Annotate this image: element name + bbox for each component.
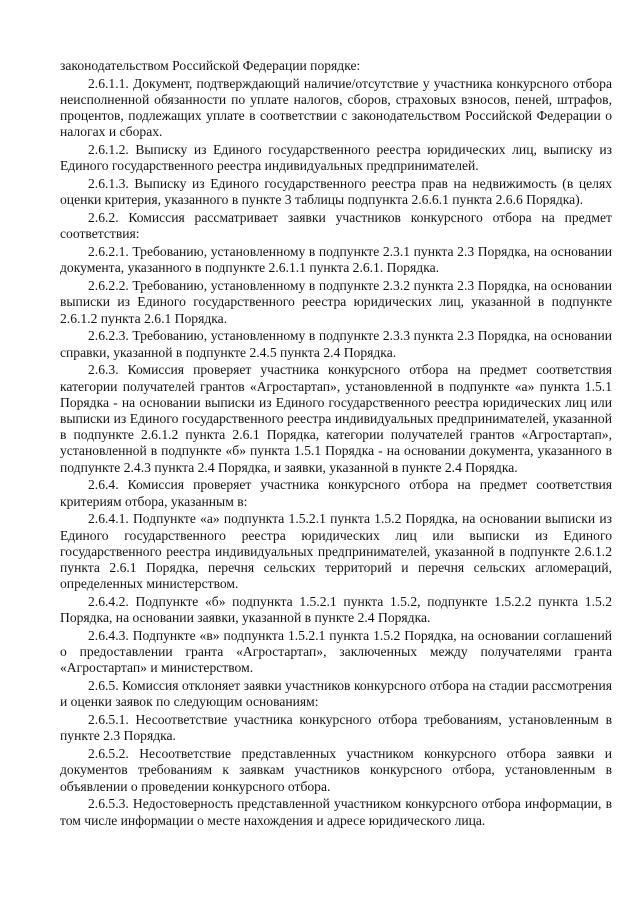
paragraph-2-6-5-2: 2.6.5.2. Несоответствие представленных участником конкурсного отбора заявки и документов требованиям к заявкам участников конкурсного отбора, установленным в объявлении о проведении конкурсного отбора. [60,746,612,794]
paragraph-2-6-2: 2.6.2. Комиссия рассматривает заявки участников конкурсного отбора на предмет соответствия: [60,210,612,242]
paragraph-2-6-4-1: 2.6.4.1. Подпункте «а» подпункта 1.5.2.1 пункта 1.5.2 Порядка, на основании выписки из Единого государственного реестра юридических лиц или выписки из Единого государственного реестра индивидуальных предпринимателей, указанной в подпункте 2.6.1.2 пункта 2.6.1 Порядка, перечня сельских территорий и перечня сельских агломераций, определенных министерством. [60,511,612,592]
paragraph-2-6-5: 2.6.5. Комиссия отклоняет заявки участников конкурсного отбора на стадии рассмотрения и оценки заявок по следующим основаниям: [60,678,612,710]
paragraph-2-6-3: 2.6.3. Комиссия проверяет участника конкурсного отбора на предмет соответствия категории получателей грантов «Агростартап», установленной в подпункте «а» пункта 1.5.1 Порядка - на основании выписки из Единого государственного реестра юридических лиц или выписки из Единого государственного реестра индивидуальных предпринимателей, указанной в подпункте 2.6.1.2 пункта 2.6.1 Порядка, категории получателей грантов «Агростартап», установленной в подпункте «б» пункта 1.5.1 Порядка - на основании документа, указанного в подпункте 2.4.3 пункта 2.4 Порядка, и заявки, указанной в пункте 2.4 Порядка. [60,362,612,475]
paragraph-2-6-2-3: 2.6.2.3. Требованию, установленному в подпункте 2.3.3 пункта 2.3 Порядка, на основании справки, указанной в подпункте 2.4.5 пункта 2.4 Порядка. [60,328,612,360]
document-body [60,58,612,830]
paragraph-2-6-1-2: 2.6.1.2. Выписку из Единого государственного реестра юридических лиц, выписку из Единого государственного реестра индивидуальных предпринимателей. [60,142,612,174]
paragraph-2-6-1-1: 2.6.1.1. Документ, подтверждающий наличие/отсутствие у участника конкурсного отбора неисполненной обязанности по уплате налогов, сборов, страховых взносов, пеней, штрафов, процентов, подлежащих уплате в соответствии с законодательством Российской Федерации о налогах и сборах. [60,75,612,140]
paragraph-2-6-5-3: 2.6.5.3. Недостоверность представленной участником конкурсного отбора информации, в том числе информации о месте нахождения и адресе юридического лица. [60,796,612,828]
paragraph-2-6-2-2: 2.6.2.2. Требованию, установленному в подпункте 2.3.2 пункта 2.3 Порядка, на основании выписки из Единого государственного реестра юридических лиц, указанной в подпункте 2.6.1.2 пункта 2.6.1 Порядка. [60,278,612,326]
paragraph-2-6-4: 2.6.4. Комиссия проверяет участника конкурсного отбора на предмет соответствия критериям отбора, указанным в: [60,477,612,509]
paragraph-continuation: законодательством Российской Федерации порядке: [60,58,361,73]
paragraph-2-6-4-2: 2.6.4.2. Подпункте «б» подпункта 1.5.2.1 пункта 1.5.2, подпункте 1.5.2.2 пункта 1.5.2 Порядка, на основании заявки, указанной в пункте 2.4 Порядка. [60,594,612,626]
paragraph-2-6-1-3: 2.6.1.3. Выписку из Единого государственного реестра прав на недвижимость (в целях оценки критерия, указанного в пункте 3 таблицы подпункта 2.6.6.1 пункта 2.6.6 Порядка). [60,176,612,208]
paragraph-2-6-4-3: 2.6.4.3. Подпункте «в» подпункта 1.5.2.1 пункта 1.5.2 Порядка, на основании соглашений о предоставлении гранта «Агростартап», заключенных между получателями гранта «Агростартап» и министерством. [60,628,612,676]
paragraph-2-6-5-1: 2.6.5.1. Несоответствие участника конкурсного отбора требованиям, установленным в пункте 2.3 Порядка. [60,712,612,744]
paragraph-2-6-2-1: 2.6.2.1. Требованию, установленному в подпункте 2.3.1 пункта 2.3 Порядка, на основании документа, указанного в подпункте 2.6.1.1 пункта 2.6.1. Порядка. [60,244,612,276]
